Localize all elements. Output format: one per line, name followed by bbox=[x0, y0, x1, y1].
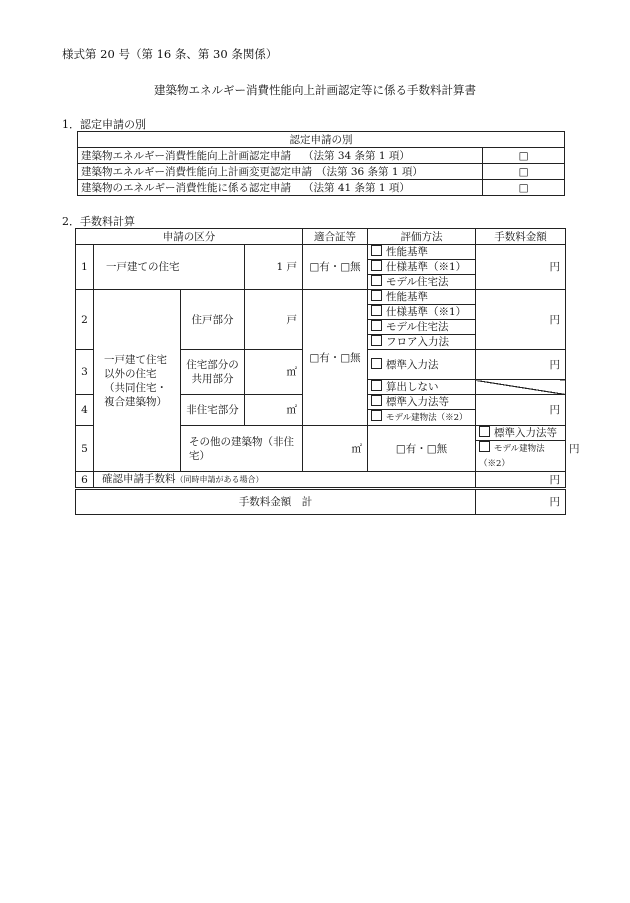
conformity-choice[interactable]: □有・□無 bbox=[303, 290, 368, 426]
application-checkbox[interactable]: □ bbox=[483, 164, 565, 180]
unit: ㎡ bbox=[245, 350, 303, 395]
header-fee: 手数料金額 bbox=[476, 229, 566, 245]
eval-option: 標準入力法 bbox=[386, 358, 439, 371]
fee-amount[interactable]: 円 bbox=[476, 395, 566, 426]
fee-amount[interactable]: 円 bbox=[476, 245, 566, 290]
eval-checkbox[interactable] bbox=[371, 380, 382, 391]
eval-option: モデル建物法（※2） bbox=[479, 444, 545, 469]
header-conformity: 適合証等 bbox=[303, 229, 368, 245]
unit: 戸 bbox=[245, 290, 303, 350]
eval-checkbox[interactable] bbox=[371, 245, 382, 256]
eval-option: 仕様基準（※1） bbox=[386, 261, 467, 273]
application-label: 建築物エネルギー消費性能向上計画認定申請 bbox=[81, 149, 291, 162]
category-label: 非住宅部分 bbox=[181, 395, 245, 426]
table-row bbox=[76, 245, 566, 260]
eval-option: 算出しない bbox=[386, 381, 439, 393]
category-label: 確認申請手数料 bbox=[102, 473, 176, 485]
row-number: 6 bbox=[76, 472, 94, 489]
table-row bbox=[78, 180, 565, 196]
eval-checkbox[interactable] bbox=[371, 335, 382, 346]
eval-checkbox[interactable] bbox=[371, 305, 382, 316]
eval-option: モデル建物法（※2） bbox=[386, 413, 468, 423]
law-reference: （法第 36 条第 1 項） bbox=[316, 165, 423, 178]
fee-amount[interactable]: 円 bbox=[476, 472, 566, 489]
eval-option: 標準入力法等 bbox=[494, 427, 557, 439]
eval-option: 標準入力法等 bbox=[386, 396, 449, 408]
application-type-header: 認定申請の別 bbox=[78, 132, 565, 148]
law-reference: （法第 34 条第 1 項） bbox=[303, 149, 410, 162]
row-number: 5 bbox=[76, 426, 94, 472]
eval-option: モデル住宅法 bbox=[386, 321, 449, 333]
eval-checkbox[interactable] bbox=[479, 441, 490, 452]
unit: ㎡ bbox=[245, 395, 303, 426]
fee-amount[interactable]: 円 bbox=[476, 290, 566, 350]
table-row bbox=[78, 148, 565, 164]
group-label: 一戸建て住宅以外の住宅（共同住宅・複合建築物） bbox=[94, 290, 181, 472]
eval-checkbox[interactable] bbox=[371, 410, 382, 421]
table-row: 5 その他の建築物（非住宅） ㎡ □有・□無 標準入力法等 円 bbox=[76, 426, 566, 441]
document-title: 建築物エネルギー消費性能向上計画認定等に係る手数料計算書 bbox=[154, 83, 476, 97]
category-label: 住宅部分の共用部分 bbox=[181, 350, 245, 395]
not-applicable-cell bbox=[476, 380, 566, 395]
application-label: 建築物のエネルギー消費性能に係る認定申請 bbox=[81, 181, 291, 194]
eval-option: フロア入力法 bbox=[386, 336, 449, 348]
header-evaluation: 評価方法 bbox=[368, 229, 476, 245]
table-row bbox=[78, 164, 565, 180]
section2-heading: 2．手数料計算 bbox=[62, 215, 135, 228]
eval-option: モデル住宅法 bbox=[386, 276, 449, 288]
law-reference: （法第 41 条第 1 項） bbox=[303, 181, 410, 194]
conformity-choice[interactable]: □有・□無 bbox=[368, 426, 476, 472]
section1-heading: 1．認定申請の別 bbox=[62, 118, 146, 131]
eval-option: 仕様基準（※1） bbox=[386, 306, 467, 318]
unit-count: 1 戸 bbox=[245, 245, 303, 290]
category-label: 住戸部分 bbox=[181, 290, 245, 350]
fee-amount[interactable]: 円 bbox=[476, 350, 566, 380]
application-checkbox[interactable]: □ bbox=[483, 180, 565, 196]
conformity-choice[interactable]: □有・□無 bbox=[303, 245, 368, 290]
eval-option: 性能基準 bbox=[386, 291, 428, 303]
category-note: （同時申請がある場合） bbox=[175, 475, 264, 484]
unit: ㎡ bbox=[303, 426, 368, 472]
eval-checkbox[interactable] bbox=[371, 395, 382, 406]
row-number: 3 bbox=[76, 350, 94, 395]
category-label: その他の建築物（非住宅） bbox=[181, 426, 303, 472]
row-number: 1 bbox=[76, 245, 94, 290]
eval-checkbox[interactable] bbox=[371, 290, 382, 301]
eval-option: 性能基準 bbox=[386, 246, 428, 258]
header-category: 申請の区分 bbox=[76, 229, 303, 245]
eval-checkbox[interactable] bbox=[479, 426, 490, 437]
row-number: 2 bbox=[76, 290, 94, 350]
table-row bbox=[76, 290, 566, 305]
eval-checkbox[interactable] bbox=[371, 358, 382, 369]
table-row bbox=[76, 472, 566, 489]
form-number: 様式第 20 号（第 16 条、第 30 条関係） bbox=[62, 47, 278, 61]
total-amount[interactable]: 円 bbox=[476, 489, 566, 515]
fee-calculation-table bbox=[75, 228, 580, 515]
category-label: 一戸建ての住宅 bbox=[94, 245, 245, 290]
application-type-table bbox=[77, 131, 565, 196]
eval-checkbox[interactable] bbox=[371, 320, 382, 331]
eval-checkbox[interactable] bbox=[371, 260, 382, 271]
total-label: 手数料金額 計 bbox=[76, 489, 476, 515]
row-number: 4 bbox=[76, 395, 94, 426]
application-label: 建築物エネルギー消費性能向上計画変更認定申請 bbox=[81, 165, 312, 178]
application-checkbox[interactable]: □ bbox=[483, 148, 565, 164]
total-row bbox=[76, 489, 566, 515]
eval-checkbox[interactable] bbox=[371, 275, 382, 286]
